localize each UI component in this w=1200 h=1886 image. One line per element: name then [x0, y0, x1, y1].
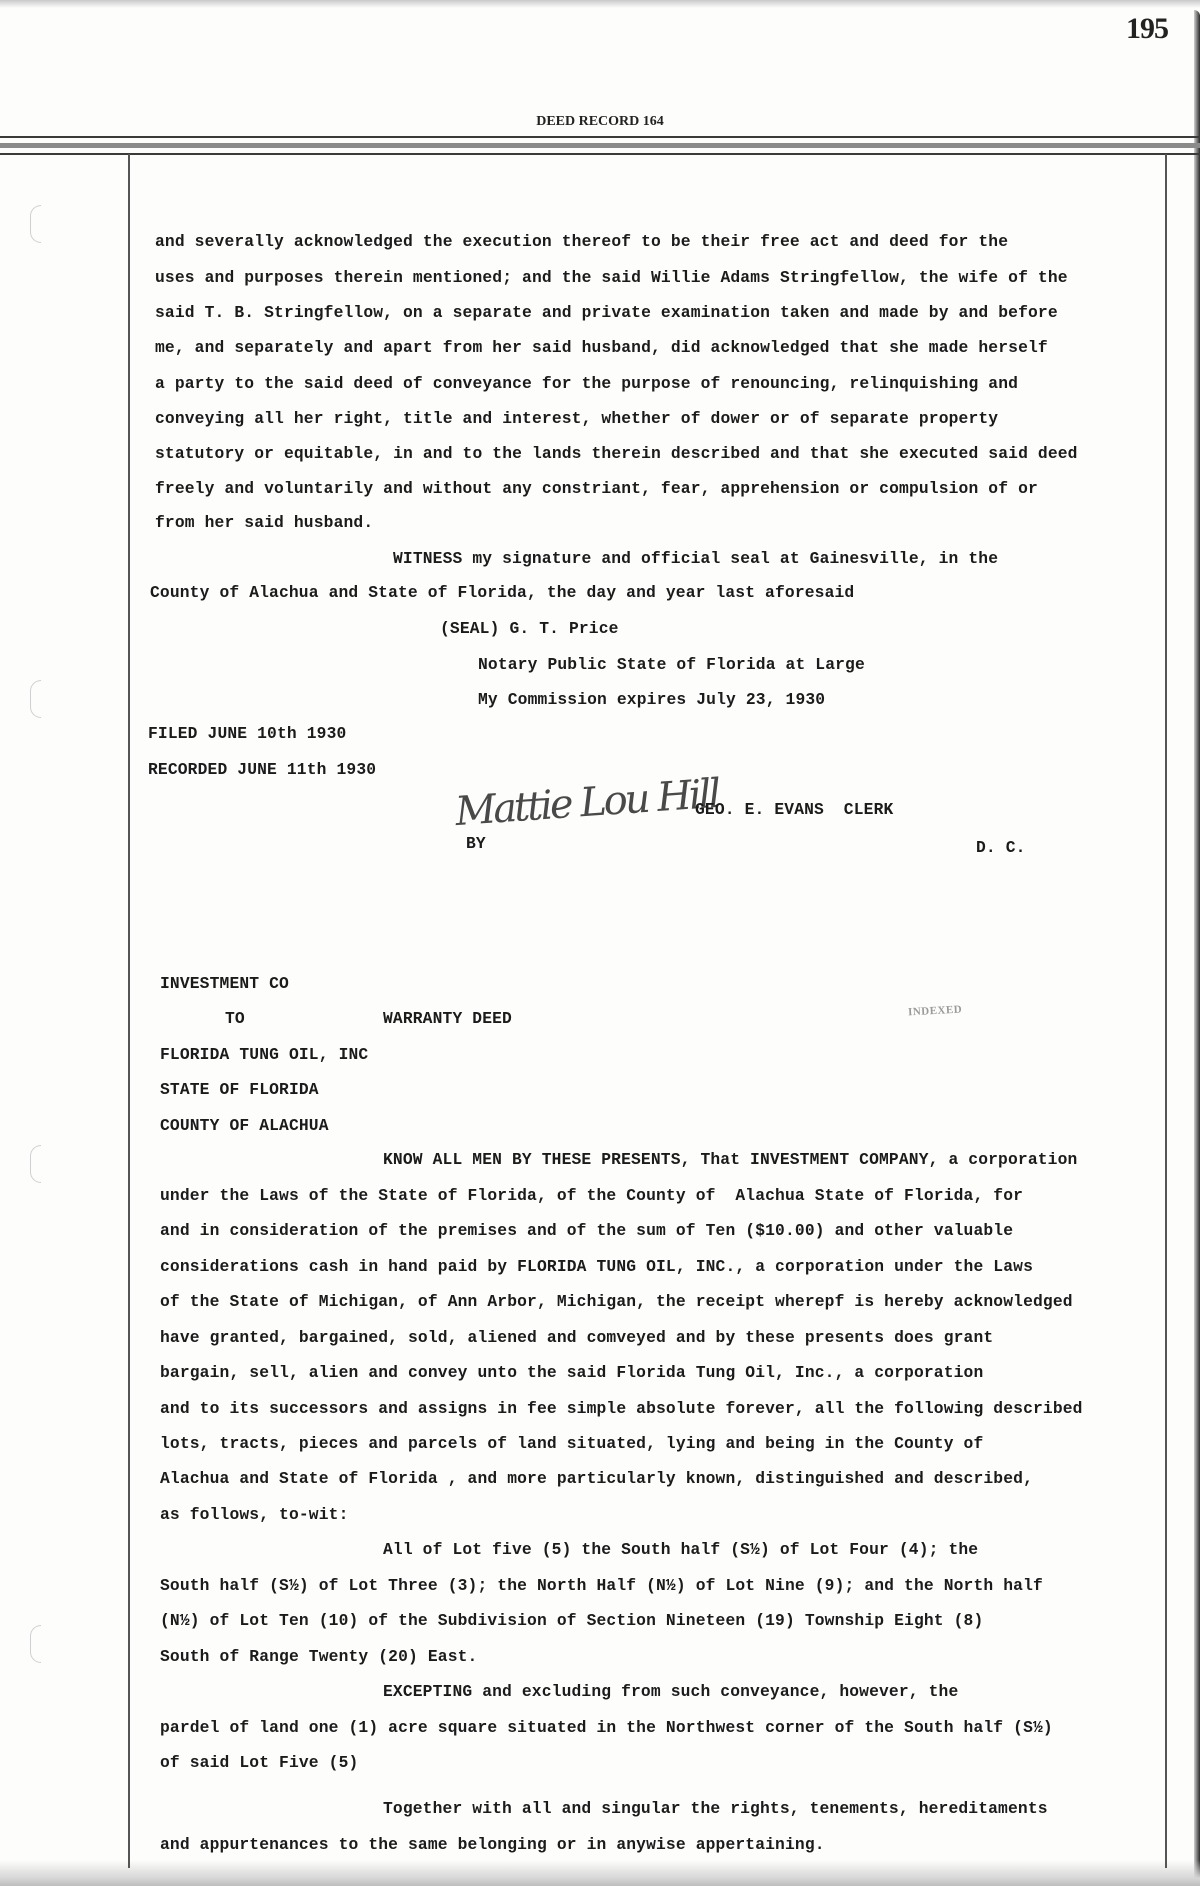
body-line: lots, tracts, pieces and parcels of land situated, lying and being in the County of — [160, 1434, 984, 1453]
body-line: conveying all her right, title and interest, whether of dower or of separate property — [155, 409, 999, 428]
body-line: from her said husband. — [155, 513, 374, 532]
book-title: DEED RECORD 164 — [536, 114, 664, 129]
body-line: me, and separately and apart from her said husband, did acknowledged that she made herself — [155, 338, 1048, 357]
county-heading: COUNTY OF ALACHUA — [160, 1116, 329, 1135]
grantee-name: FLORIDA TUNG OIL, INC — [160, 1045, 369, 1064]
grantor-name: INVESTMENT CO — [160, 974, 289, 993]
exception-line: pardel of land one (1) acre square situated in the Northwest corner of the South half (S½) — [160, 1718, 1053, 1737]
legal-description-line: (N½) of Lot Ten (10) of the Subdivision of Section Nineteen (19) Township Eight (8) — [160, 1611, 984, 1630]
body-line: considerations cash in hand paid by FLORIDA TUNG OIL, INC., a corporation under the Laws — [160, 1257, 1033, 1276]
witness-line: County of Alachua and State of Florida, the day and year last aforesaid — [150, 583, 855, 602]
body-line: freely and voluntarily and without any constriant, fear, apprehension or compulsion of or — [155, 479, 1038, 498]
legal-description-line: All of Lot five (5) the South half (S½) of Lot Four (4); the — [383, 1540, 979, 1559]
indexed-stamp: INDEXED — [907, 1003, 963, 1019]
body-line: said T. B. Stringfellow, on a separate and private examination taken and made by and before — [155, 303, 1058, 322]
appurtenances-line: Together with all and singular the rights, tenements, hereditaments — [383, 1799, 1048, 1818]
body-line: a party to the said deed of conveyance for the purpose of renouncing, relinquishing and — [155, 374, 1019, 393]
witness-line: WITNESS my signature and official seal at Gainesville, in the — [393, 549, 999, 568]
notary-seal-signature: (SEAL) G. T. Price — [440, 619, 619, 638]
deputy-clerk-label: D. C. — [976, 838, 1026, 857]
to-label: TO — [225, 1009, 245, 1028]
clerk-name: GEO. E. EVANS CLERK — [695, 800, 894, 819]
legal-description-line: South of Range Twenty (20) East. — [160, 1647, 478, 1666]
exception-line: EXCEPTING and excluding from such conveyance, however, the — [383, 1682, 959, 1701]
body-line: bargain, sell, alien and convey unto the said Florida Tung Oil, Inc., a corporation — [160, 1363, 984, 1382]
body-line: and to its successors and assigns in fee simple absolute forever, all the following described — [160, 1399, 1083, 1418]
body-line: have granted, bargained, sold, aliened and comveyed and by these presents does grant — [160, 1328, 994, 1347]
notary-title: Notary Public State of Florida at Large — [478, 655, 865, 674]
notary-commission: My Commission expires July 23, 1930 — [478, 690, 826, 709]
recorded-date: RECORDED JUNE 11th 1930 — [148, 760, 377, 779]
body-line: KNOW ALL MEN BY THESE PRESENTS, That INVESTMENT COMPANY, a corporation — [383, 1150, 1078, 1169]
body-line: as follows, to-wit: — [160, 1505, 349, 1524]
body-line: under the Laws of the State of Florida, of the County of Alachua State of Florida, for — [160, 1186, 1024, 1205]
handwritten-signature: Mattie Lou Hill — [453, 770, 720, 836]
state-heading: STATE OF FLORIDA — [160, 1080, 319, 1099]
body-line: and severally acknowledged the execution thereof to be their free act and deed for the — [155, 232, 1009, 251]
legal-description-line: South half (S½) of Lot Three (3); the North Half (N½) of Lot Nine (9); and the North half — [160, 1576, 1043, 1595]
body-line: and in consideration of the premises and of the sum of Ten ($10.00) and other valuable — [160, 1221, 1014, 1240]
appurtenances-line: and appurtenances to the same belonging or in anywise appertaining. — [160, 1835, 825, 1854]
filed-date: FILED JUNE 10th 1930 — [148, 724, 347, 743]
body-line: uses and purposes therein mentioned; and the said Willie Adams Stringfellow, the wife of the — [155, 268, 1068, 287]
exception-line: of said Lot Five (5) — [160, 1753, 359, 1772]
deed-type: WARRANTY DEED — [383, 1009, 512, 1028]
by-label: BY — [466, 834, 486, 853]
body-line: Alachua and State of Florida , and more particularly known, distinguished and described, — [160, 1469, 1033, 1488]
body-line: of the State of Michigan, of Ann Arbor, Michigan, the receipt wherepf is hereby acknowledged — [160, 1292, 1073, 1311]
body-line: statutory or equitable, in and to the lands therein described and that she executed said deed — [155, 444, 1078, 463]
page-number: 195 — [1126, 12, 1168, 45]
